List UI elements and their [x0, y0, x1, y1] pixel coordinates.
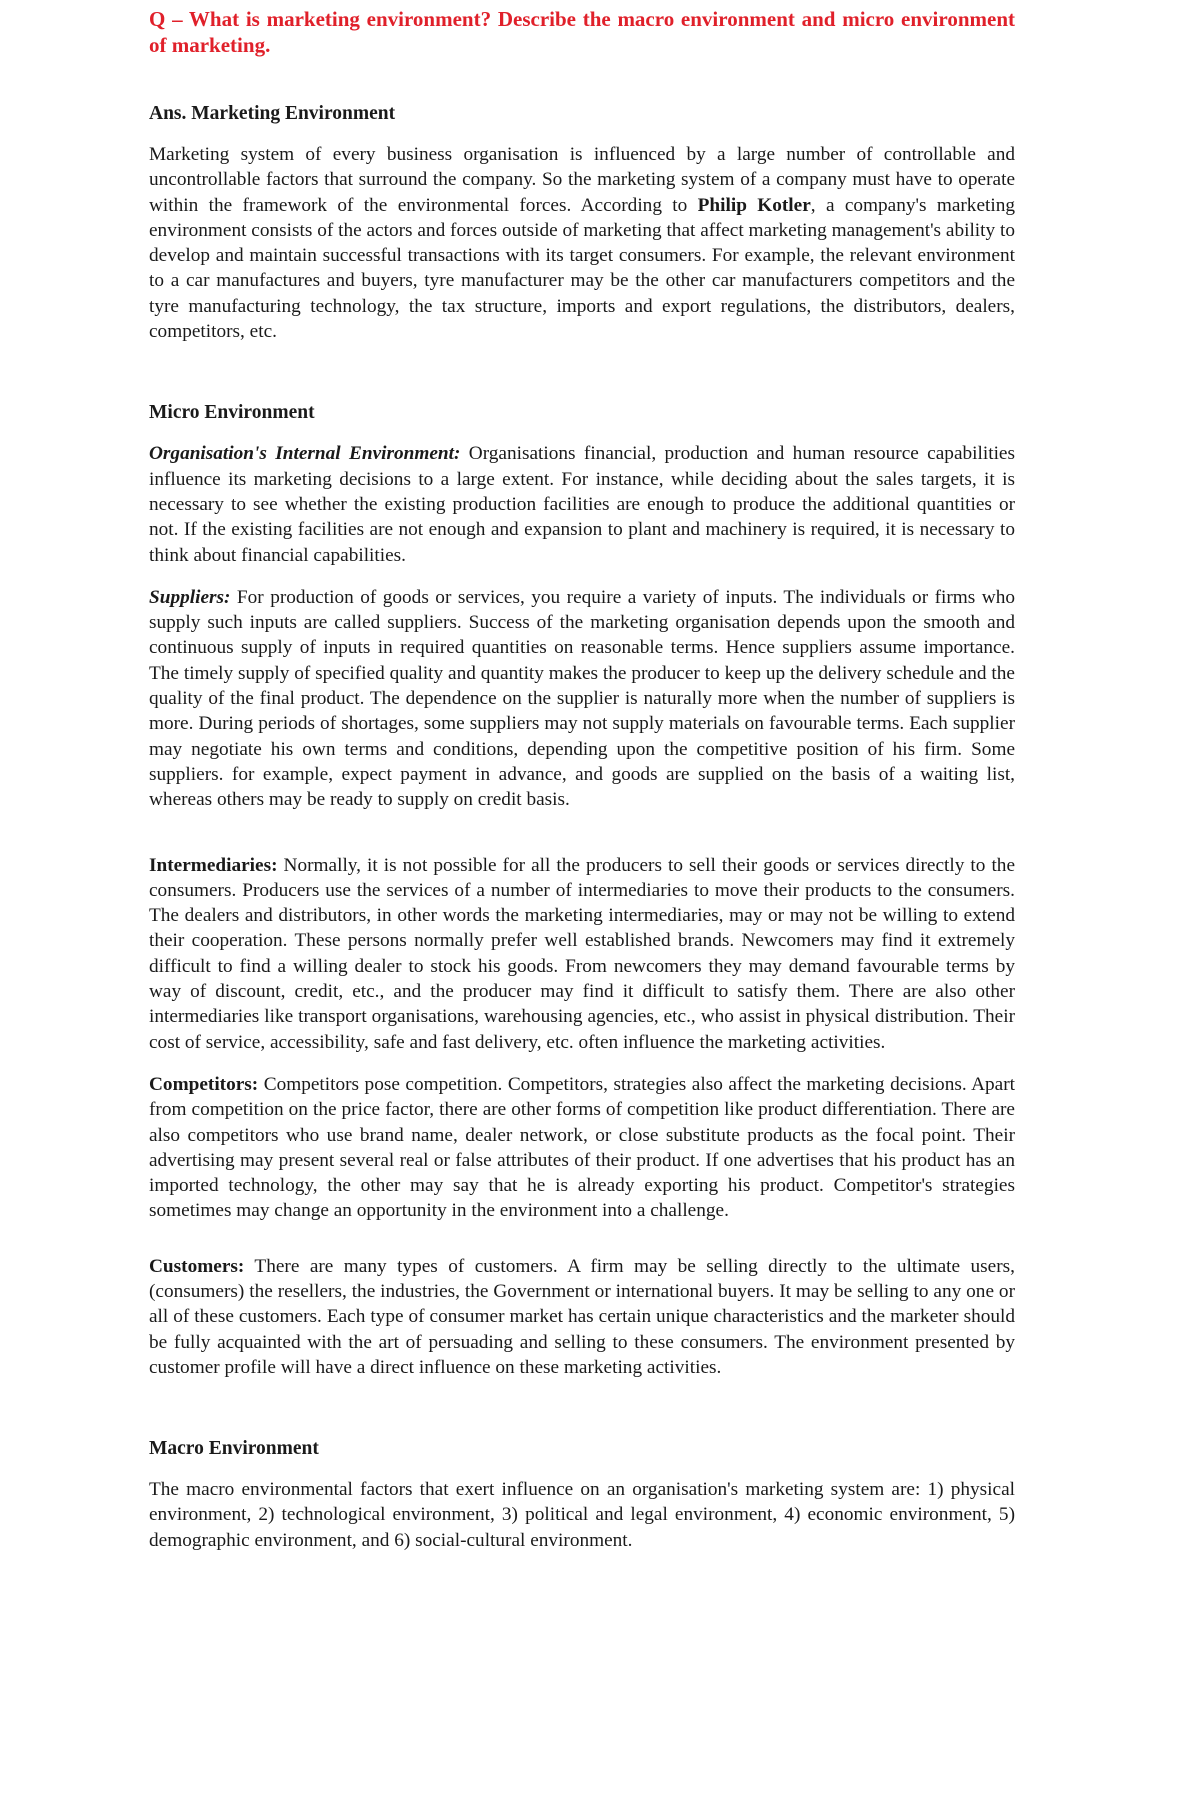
intermediaries-paragraph	[149, 853, 1015, 1055]
macro-environment-paragraph: The macro environmental factors that exert influence on an organisation's marketing system are: 1) physical environment, 2) technological environment, 3) political and legal environment, 4) economic environment, 5) demographic environment, and 6) social-cultural environment.	[149, 1479, 1015, 1551]
customers-text: There are many types of customers. A firm may be selling directly to the ultimate users, (consumers) the resellers, the industries, the Government or international buyers. It may be selling to any one or all of these customers. Each type of consumer market has certain unique characteristics and the marketer should be fully acquainted with the art of persuading and selling to these consumers. The environment presented by customer profile will have a direct influence on these marketing activities.	[149, 1255, 1015, 1378]
internal-environment-lead: Organisation's Internal Environment:	[149, 443, 461, 465]
micro-environment-heading: Micro Environment	[149, 402, 315, 424]
competitors-text: Competitors pose competition. Competitors, strategies also affect the marketing decisions. Apart from competition on the price factor, there are other forms of competition like product differentiation. There are also competitors who use brand name, dealer network, or close substitute products as the focal point. Their advertising may present several real or false attributes of their product. If one advertises that his product has an imported technology, the other may say that he is already exporting his product. Competitor's strategies sometimes may change an opportunity in the environment into a challenge.	[149, 1073, 1015, 1222]
internal-environment-paragraph	[149, 441, 1015, 567]
intro-text-after: , a company's marketing environment consists of the actors and forces outside of marketing that affect marketing management's ability to develop and maintain successful transactions with its target consumers. For example, the relevant environment to a car manufactures and buyers, tyre manufacturer may be the other car manufacturers competitors and the tyre manufacturing technology, the tax structure, imports and export regulations, the distributors, dealers, competitors, etc.	[149, 194, 1015, 343]
customers-lead: Customers:	[149, 1255, 245, 1277]
suppliers-text: For production of goods or services, you require a variety of inputs. The individuals or firms who supply such inputs are called suppliers. Success of the marketing organisation depends upon the smooth and continuous supply of inputs in required quantities on reasonable terms. Hence suppliers assume importance. The timely supply of specified quality and quantity makes the producer to keep up the delivery schedule and the quality of the final product. The dependence on the supplier is naturally more when the number of suppliers is more. During periods of shortages, some suppliers may not supply materials on favourable terms. Each supplier may negotiate his own terms and conditions, depending upon the competitive position of his firm. Some suppliers. for example, expect payment in advance, and goods are supplied on the basis of a waiting list, whereas others may be ready to supply on credit basis.	[149, 586, 1015, 811]
competitors-paragraph	[149, 1072, 1015, 1224]
intro-text-before: Marketing system of every business organisation is influenced by a large number of controllable and uncontrollable factors that surround the company. So the marketing system of a company must have to operate within the framework of the environmental forces. According to	[149, 144, 1015, 216]
author-name: Philip Kotler	[697, 194, 811, 216]
suppliers-paragraph	[149, 585, 1015, 813]
intermediaries-lead: Intermediaries:	[149, 854, 278, 876]
intro-paragraph	[149, 142, 1015, 344]
suppliers-lead: Suppliers:	[149, 586, 231, 608]
intermediaries-text: Normally, it is not possible for all the producers to sell their goods or services directly to the consumers. Producers use the services of a number of intermediaries to move their products to the consumers. The dealers and distributors, in other words the marketing intermediaries, may or may not be willing to extend their cooperation. These persons normally prefer well established brands. Newcomers may find it extremely difficult to find a willing dealer to stock his goods. From newcomers they may demand favourable terms by way of discount, credit, etc., and the producer may find it difficult to satisfy them. There are also other intermediaries like transport organisations, warehousing agencies, etc., who assist in physical distribution. Their cost of service, accessibility, safe and fast delivery, etc. often influence the marketing activities.	[149, 854, 1015, 1053]
macro-environment-heading: Macro Environment	[149, 1438, 319, 1460]
internal-environment-text: Organisations financial, production and human resource capabilities influence its marketing decisions to a large extent. For instance, while deciding about the sales targets, it is necessary to see whether the existing production facilities are enough to produce the additional quantities or not. If the existing facilities are not enough and expansion to plant and machinery is required, it is necessary to think about financial capabilities.	[149, 443, 1015, 566]
competitors-lead: Competitors:	[149, 1073, 259, 1095]
answer-heading: Ans. Marketing Environment	[149, 103, 396, 124]
customers-paragraph	[149, 1254, 1015, 1380]
question-title: Q – What is marketing environment? Describe the macro environment and micro environment of marketing.	[149, 7, 1015, 57]
